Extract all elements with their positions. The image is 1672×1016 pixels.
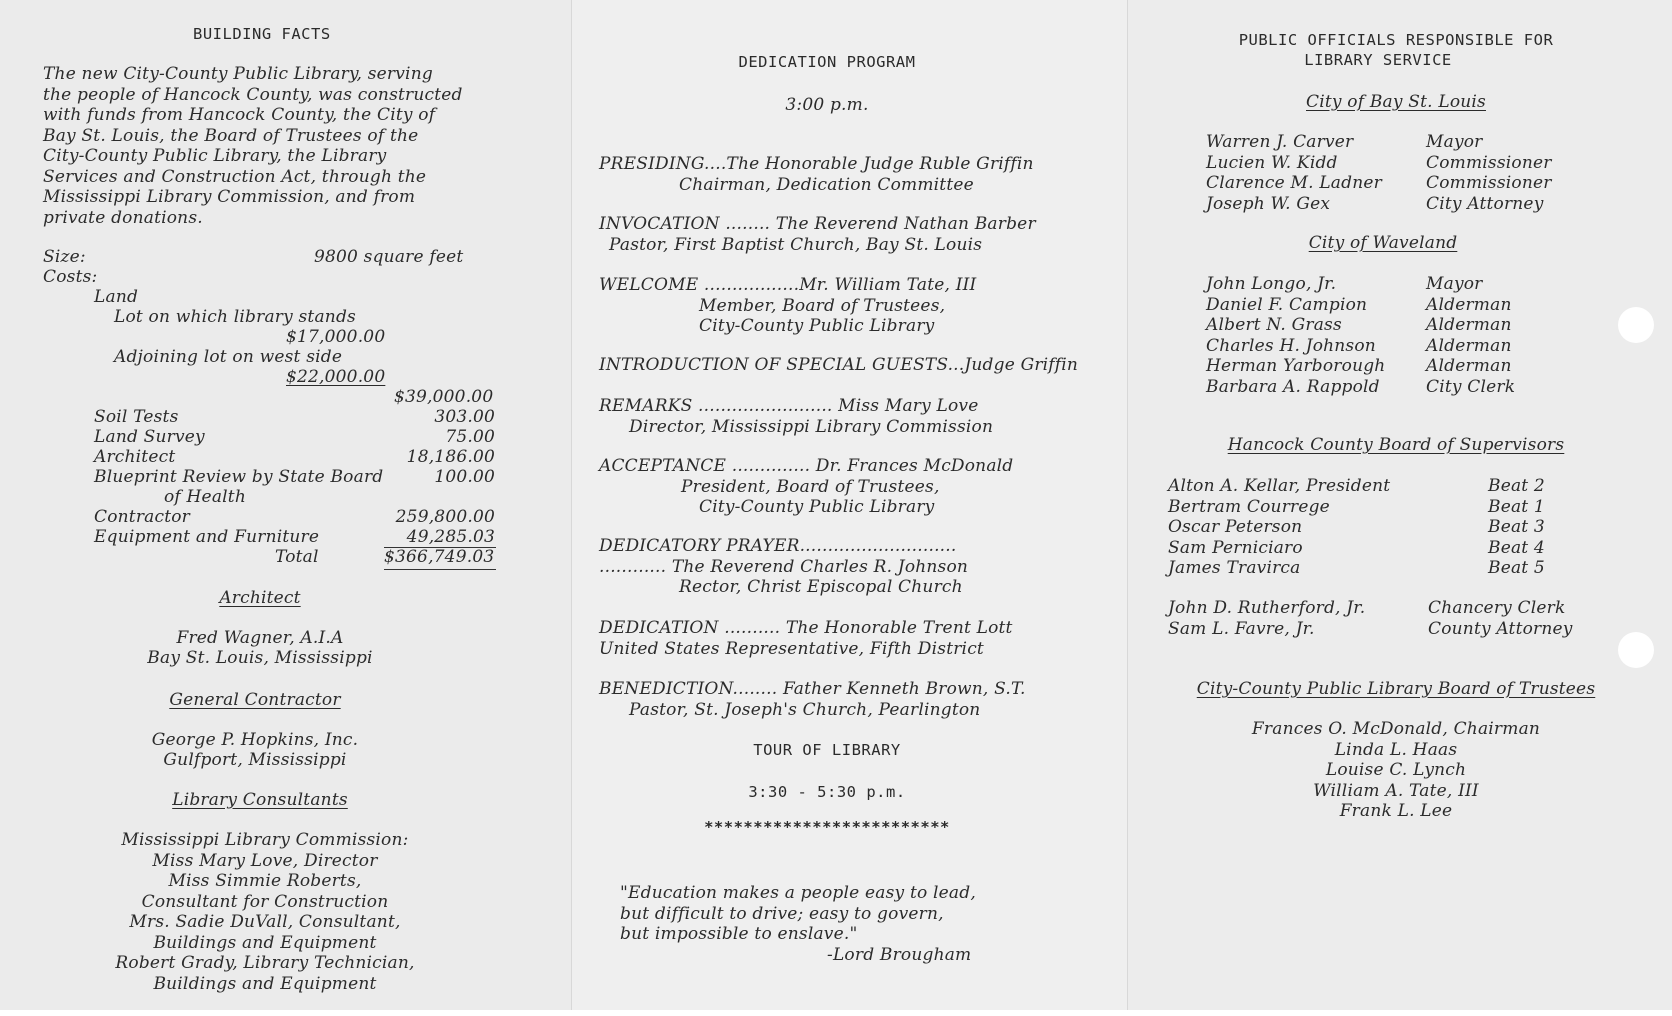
county-officers-list xyxy=(1168,598,1573,639)
size-value: 9800 square feet xyxy=(314,247,464,267)
official-name: Joseph W. Gex xyxy=(1206,193,1331,214)
official-row xyxy=(1206,173,1552,194)
stars-divider: ************************* xyxy=(704,818,950,836)
quote-author: -Lord Brougham xyxy=(827,945,972,965)
program-time: 3:00 p.m. xyxy=(785,95,869,115)
contractor-line: Gulfport, Mississippi xyxy=(163,750,347,770)
trustee-name: Frank L. Lee xyxy=(1339,801,1453,821)
cost-label: Contractor xyxy=(94,507,190,527)
land-total: $39,000.00 xyxy=(394,387,494,407)
consultant-line: Robert Grady, Library Technician, xyxy=(115,953,415,973)
official-role: City Attorney xyxy=(1426,193,1544,214)
official-row xyxy=(1206,194,1552,215)
item-line: City-County Public Library xyxy=(699,497,935,517)
official-role: Alderman xyxy=(1426,356,1512,376)
cost-label: Architect xyxy=(94,447,176,467)
cost-row xyxy=(94,407,495,428)
county-officer-row xyxy=(1168,619,1573,640)
intro-paragraph xyxy=(43,64,463,228)
supervisor-row xyxy=(1168,558,1545,579)
lot1-label: Lot on which library stands xyxy=(114,307,356,327)
intro-line: Mississippi Library Commission, and from xyxy=(43,187,416,207)
official-name: Clarence M. Ladner xyxy=(1206,173,1382,193)
library-consultants-heading: Library Consultants xyxy=(172,790,348,810)
item-line: Director, Mississippi Library Commission xyxy=(629,416,994,437)
cost-row xyxy=(94,507,495,528)
land-label: Land xyxy=(94,287,139,307)
consultant-line: Miss Mary Love, Director xyxy=(152,850,378,871)
item-line: INVOCATION ........ The Reverend Nathan Barber xyxy=(599,214,1036,234)
official-row xyxy=(1206,356,1515,377)
program-item xyxy=(599,154,1034,195)
supervisor-row xyxy=(1168,538,1545,559)
supervisor-beat: Beat 2 xyxy=(1488,476,1545,496)
intro-line: Bay St. Louis, the Board of Trustees of the xyxy=(43,125,419,146)
cost-row xyxy=(94,527,495,548)
item-line: PRESIDING....The Honorable Judge Ruble Griffin xyxy=(599,154,1034,174)
waveland-officials xyxy=(1206,274,1515,397)
program-item xyxy=(599,396,993,437)
item-line: DEDICATORY PRAYER............................ xyxy=(599,536,957,556)
item-line: President, Board of Trustees, xyxy=(681,476,940,497)
cost-row xyxy=(94,427,495,448)
item-line: DEDICATION .......... The Honorable Trent Lott xyxy=(599,618,1013,638)
contractor-line: George P. Hopkins, Inc. xyxy=(151,730,359,750)
official-name: Daniel F. Campion xyxy=(1206,294,1368,315)
program-title: DEDICATION PROGRAM xyxy=(738,53,916,71)
consultant-line: Buildings and Equipment xyxy=(153,973,377,994)
official-name: Lucien W. Kidd xyxy=(1206,152,1338,173)
general-contractor-heading: General Contractor xyxy=(169,690,341,710)
item-line: Pastor, St. Joseph's Church, Pearlington xyxy=(629,699,981,720)
trustee-name: Frances O. McDonald, Chairman xyxy=(1251,719,1541,739)
trustee-name: Linda L. Haas xyxy=(1334,739,1458,760)
consultants-list xyxy=(0,830,530,994)
supervisor-beat: Beat 1 xyxy=(1488,496,1545,517)
dedication-program-panel xyxy=(572,0,1128,1010)
item-line: ............ The Reverend Charles R. Johnson xyxy=(599,556,969,577)
consultant-line: Mrs. Sadie DuVall, Consultant, xyxy=(129,912,401,932)
building-facts-panel xyxy=(0,0,572,1010)
architect-heading: Architect xyxy=(219,588,301,608)
supervisor-name: Bertram Courrege xyxy=(1168,496,1330,517)
waveland-heading: City of Waveland xyxy=(1308,233,1458,253)
program-item xyxy=(599,214,1036,255)
cost-label: Equipment and Furniture xyxy=(94,527,320,547)
official-role: Alderman xyxy=(1426,335,1512,356)
cost-row xyxy=(94,467,495,488)
program-item xyxy=(599,679,1026,720)
program-item xyxy=(599,456,1013,518)
county-officer-role: Chancery Clerk xyxy=(1428,598,1566,618)
officials-title-line: LIBRARY SERVICE xyxy=(1304,51,1452,69)
size-label: Size: xyxy=(43,247,86,267)
cost-label: Blueprint Review by State Board xyxy=(94,467,384,487)
public-officials-panel xyxy=(1128,0,1672,1010)
official-role: Commissioner xyxy=(1426,173,1552,193)
supervisor-row xyxy=(1168,497,1545,518)
program-item xyxy=(599,618,1013,659)
intro-line: private donations. xyxy=(43,207,203,228)
cost-label: Soil Tests xyxy=(94,407,179,427)
consultant-line: Mississippi Library Commission: xyxy=(121,830,409,850)
item-line: ACCEPTANCE .............. Dr. Frances McDonald xyxy=(599,456,1014,476)
program-item xyxy=(599,536,968,598)
cost-value: 49,285.03 xyxy=(406,527,495,547)
building-facts-title: BUILDING FACTS xyxy=(193,25,331,43)
county-officer-name: Sam L. Favre, Jr. xyxy=(1168,618,1315,639)
quote-line: but difficult to drive; easy to govern, xyxy=(620,903,944,924)
cost-value: 259,800.00 xyxy=(395,507,495,527)
intro-line: City-County Public Library, the Library xyxy=(43,146,387,166)
architect-line: Fred Wagner, A.I.A xyxy=(176,628,344,648)
costs-label: Costs: xyxy=(43,267,98,287)
official-role: Alderman xyxy=(1426,315,1512,335)
supervisor-row xyxy=(1168,476,1545,497)
supervisor-row xyxy=(1168,517,1545,538)
bay-st-louis-officials xyxy=(1206,132,1552,214)
intro-line: The new City-County Public Library, serving xyxy=(43,64,433,84)
lot1-value: $17,000.00 xyxy=(286,327,386,347)
trustees-heading: City-County Public Library Board of Trustees xyxy=(1196,679,1596,699)
supervisor-name: James Travirca xyxy=(1168,558,1301,578)
item-line: City-County Public Library xyxy=(699,316,935,336)
supervisors-list xyxy=(1168,476,1545,579)
punch-hole xyxy=(1618,307,1654,343)
cost-value: 75.00 xyxy=(445,427,495,447)
total-value: $366,749.03 xyxy=(384,547,495,567)
lot2-value: $22,000.00 xyxy=(286,367,386,387)
official-name: John Longo, Jr. xyxy=(1206,274,1337,294)
official-row xyxy=(1206,377,1515,398)
supervisor-name: Sam Perniciaro xyxy=(1168,537,1303,558)
official-role: City Clerk xyxy=(1426,376,1516,397)
trustee-name: William A. Tate, III xyxy=(1313,780,1479,801)
official-name: Charles H. Johnson xyxy=(1206,335,1376,356)
cost-value: 303.00 xyxy=(434,407,495,427)
official-role: Alderman xyxy=(1426,294,1512,315)
official-name: Barbara A. Rappold xyxy=(1206,376,1380,397)
consultant-line: Miss Simmie Roberts, xyxy=(168,871,362,891)
official-role: Mayor xyxy=(1426,132,1483,152)
trustees-list xyxy=(1128,719,1664,822)
supervisor-beat: Beat 4 xyxy=(1488,537,1545,558)
supervisor-beat: Beat 5 xyxy=(1488,558,1545,578)
officials-title-line: PUBLIC OFFICIALS RESPONSIBLE FOR xyxy=(1238,31,1554,49)
total-label: Total xyxy=(275,547,319,567)
trustee-name: Louise C. Lynch xyxy=(1325,760,1467,780)
supervisor-name: Alton A. Kellar, President xyxy=(1168,476,1391,496)
program-item xyxy=(599,275,976,337)
cost-label: Land Survey xyxy=(94,427,205,447)
supervisor-beat: Beat 3 xyxy=(1488,517,1545,537)
official-role: Mayor xyxy=(1426,274,1483,294)
consultant-line: Consultant for Construction xyxy=(141,891,389,912)
consultant-line: Buildings and Equipment xyxy=(153,932,377,953)
intro-line: the people of Hancock County, was constructed xyxy=(43,84,463,105)
official-row xyxy=(1206,274,1515,295)
official-row xyxy=(1206,153,1552,174)
item-line: BENEDICTION........ Father Kenneth Brown, S.T. xyxy=(599,679,1026,699)
tour-title: TOUR OF LIBRARY xyxy=(753,741,901,759)
hancock-county-heading: Hancock County Board of Supervisors xyxy=(1227,435,1565,455)
county-officer-row xyxy=(1168,598,1573,619)
official-row xyxy=(1206,295,1515,316)
supervisor-name: Oscar Peterson xyxy=(1168,517,1303,537)
total-underline xyxy=(384,569,496,570)
quote-block xyxy=(620,883,976,945)
official-name: Herman Yarborough xyxy=(1206,356,1386,376)
tour-time: 3:30 - 5:30 p.m. xyxy=(748,783,906,801)
architect-line: Bay St. Louis, Mississippi xyxy=(147,648,373,668)
item-line: Rector, Christ Episcopal Church xyxy=(679,577,963,597)
item-line: Member, Board of Trustees, xyxy=(699,295,946,316)
blueprint-continuation: of Health xyxy=(164,487,246,507)
bay-st-louis-heading: City of Bay St. Louis xyxy=(1306,92,1486,112)
intro-line: Services and Construction Act, through the xyxy=(43,166,427,187)
item-line: INTRODUCTION OF SPECIAL GUESTS...Judge Griffin xyxy=(599,355,1079,375)
official-name: Albert N. Grass xyxy=(1206,315,1342,335)
cost-value: 100.00 xyxy=(434,467,495,487)
official-name: Warren J. Carver xyxy=(1206,132,1354,152)
official-row xyxy=(1206,132,1552,153)
lot2-label: Adjoining lot on west side xyxy=(114,347,343,367)
official-row xyxy=(1206,315,1515,336)
punch-hole xyxy=(1618,632,1654,668)
cost-row xyxy=(94,447,495,468)
item-line: Pastor, First Baptist Church, Bay St. Louis xyxy=(609,234,983,255)
quote-line: but impossible to enslave." xyxy=(620,924,858,944)
official-role: Commissioner xyxy=(1426,152,1552,173)
item-line: WELCOME .................Mr. William Tate, III xyxy=(599,275,977,295)
quote-line: "Education makes a people easy to lead, xyxy=(620,883,976,903)
county-officer-role: County Attorney xyxy=(1428,618,1573,639)
cost-value: 18,186.00 xyxy=(406,447,495,467)
intro-line: with funds from Hancock County, the City of xyxy=(43,105,436,125)
program-item xyxy=(599,355,1078,376)
item-line: REMARKS ........................ Miss Mary Love xyxy=(599,396,979,416)
item-line: Chairman, Dedication Committee xyxy=(679,174,974,195)
item-line: United States Representative, Fifth District xyxy=(599,638,984,659)
official-row xyxy=(1206,336,1515,357)
county-officer-name: John D. Rutherford, Jr. xyxy=(1168,598,1366,618)
